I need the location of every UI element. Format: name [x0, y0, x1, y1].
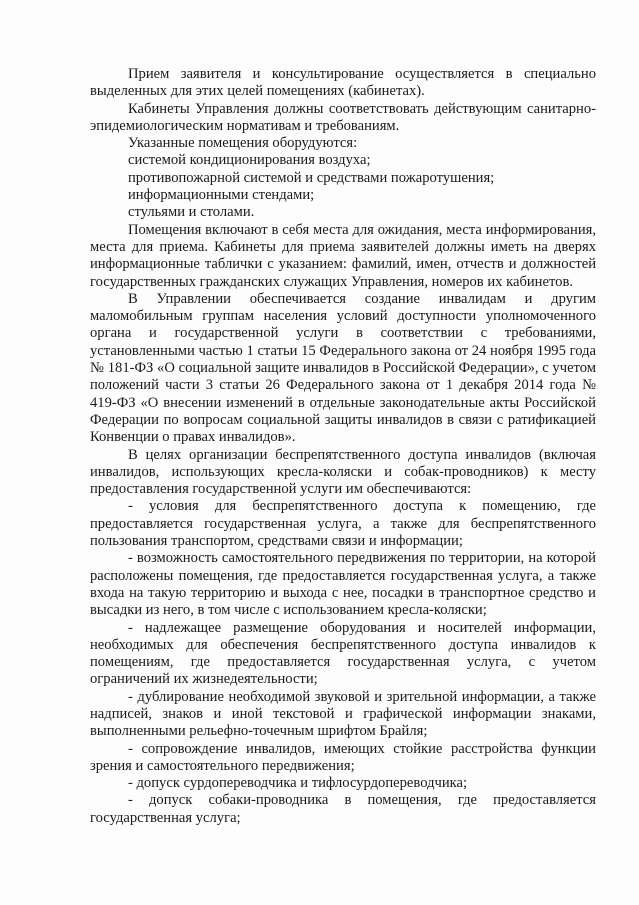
list-item-access-conditions: - условия для беспрепятственного доступа к помещению, где предоставляется государственная услуга, а также для беспрепятственного пользования транспортом, средствами связи и информации;	[90, 498, 596, 550]
paragraph-premises: Помещения включают в себя места для ожидания, места информирования, места для приема. Кабинеты для приема заявителей должны иметь на дверях информационные таблички с указанием: фамилий, имен, отчеств и должностей государственных гражданских служащих Управления, номеров их кабинетов.	[90, 221, 596, 290]
paragraph-accessibility: В Управлении обеспечивается создание инвалидам и другим маломобильным группам населения условий доступности уполномоченного органа и государственной услуги в соответствии с требованиями, установленными частью 1 статьи 15 Федерального закона от 24 ноября 1995 года № 181-ФЗ «О социальной защите инвалидов в Российской Федерации», с учетом положений части 3 статьи 26 Федерального закона от 1 декабря 2014 года № 419-ФЗ «О внесении изменений в отдельные законодательные акты Российской Федерации по вопросам социальной защиты инвалидов в связи с ратификацией Конвенции о правах инвалидов».	[90, 290, 596, 446]
list-item-fire-safety: противопожарной системой и средствами пожаротушения;	[128, 169, 495, 186]
list-item-chairs-tables: стульями и столами.	[128, 204, 255, 221]
list-item-air-conditioning: системой кондиционирования воздуха;	[128, 152, 371, 169]
list-item-guide-dog: - допуск собаки-проводника в помещения, где предоставляется государственная услуга;	[90, 792, 596, 826]
list-item-sign-interpreter: - допуск сурдопереводчика и тифлосурдопереводчика;	[128, 775, 468, 792]
list-item-escort: - сопровождение инвалидов, имеющих стойкие расстройства функции зрения и самостоятельного передвижения;	[90, 740, 596, 774]
list-item-equipment-placement: - надлежащее размещение оборудования и носителей информации, необходимых для обеспечения беспрепятственного доступа инвалидов к помещениям, где предоставляется государственная услуга, с учетом ограничений их жизнедеятельности;	[90, 619, 596, 688]
paragraph-access-intro: В целях организации беспрепятственного доступа инвалидов (включая инвалидов, использующих кресла-коляски и собак-проводников) к месту предоставления государственной услуги им обеспечиваются:	[90, 446, 596, 498]
document-body	[90, 66, 596, 827]
paragraph-reception: Прием заявителя и консультирование осуществляется в специально выделенных для этих целей помещениях (кабинетах).	[90, 66, 596, 100]
list-item-info-stands: информационными стендами;	[128, 187, 315, 204]
list-item-duplication: - дублирование необходимой звуковой и зрительной информации, а также надписей, знаков и иной текстовой и графической информации знаками, выполненными рельефно-точечным шрифтом Брайля;	[90, 688, 596, 740]
paragraph-equipment-intro: Указанные помещения оборудуются:	[128, 135, 358, 152]
list-item-independent-movement: - возможность самостоятельного передвижения по территории, на которой расположены помещения, где предоставляется государственная услуга, а также входа на такую территорию и выхода с нее, посадки в транспортное средство и высадки из него, в том числе с использованием кресла-коляски;	[90, 550, 596, 619]
paragraph-offices: Кабинеты Управления должны соответствовать действующим санитарно-эпидемиологическим нормативам и требованиям.	[90, 100, 596, 134]
